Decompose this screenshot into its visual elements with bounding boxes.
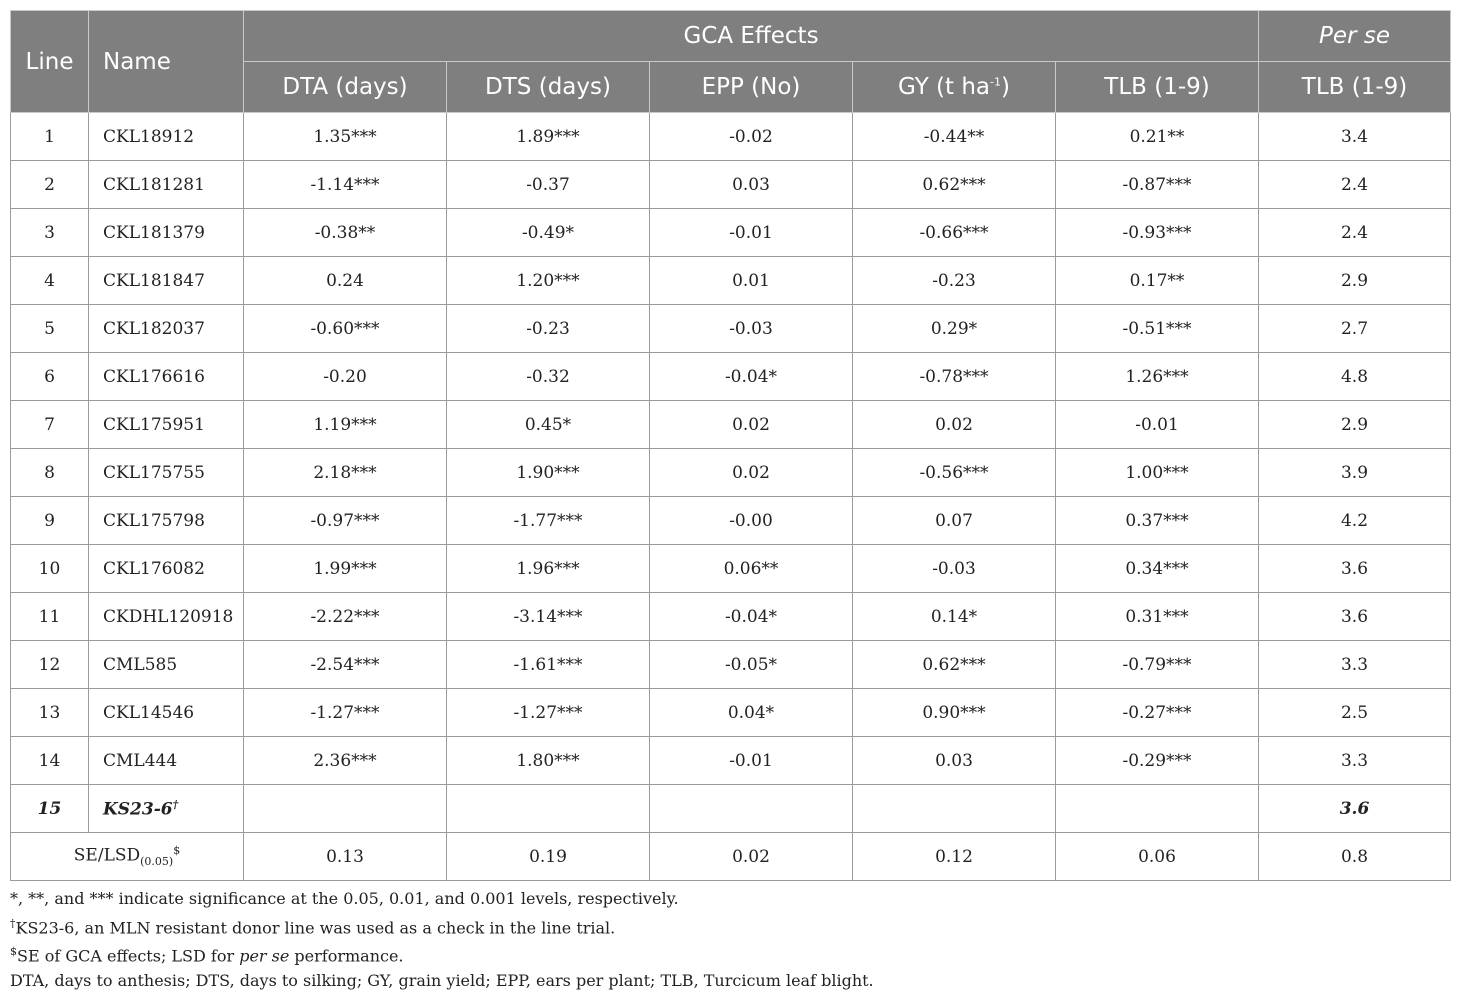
check-row [11,785,1451,833]
cell-epp: -0.03 [650,305,853,353]
cell-line: 4 [11,257,89,305]
cell-gy: -0.44** [853,113,1056,161]
header-gy-sup: -1 [990,75,1001,89]
cell-gy: 0.90*** [853,689,1056,737]
cell-epp: 0.03 [650,161,853,209]
check-tlb [1056,785,1259,833]
cell-name: CKL181379 [89,209,244,257]
check-dta [244,785,447,833]
header-gy-suffix: ) [1001,74,1010,100]
cell-line: 7 [11,401,89,449]
check-perse: 3.6 [1259,785,1451,833]
cell-dts: -0.32 [447,353,650,401]
cell-tlb: -0.79*** [1056,641,1259,689]
table-row [11,113,1451,161]
table-row [11,449,1451,497]
cell-gy: 0.29* [853,305,1056,353]
cell-perse: 2.7 [1259,305,1451,353]
cell-epp: -0.01 [650,209,853,257]
cell-line: 12 [11,641,89,689]
cell-tlb: 0.17** [1056,257,1259,305]
cell-dts: 1.89*** [447,113,650,161]
se-gy: 0.12 [853,833,1056,881]
cell-dta: -0.60*** [244,305,447,353]
footnote-check-text: KS23-6, an MLN resistant donor line was used as a check in the line trial. [15,917,616,937]
se-tlb: 0.06 [1056,833,1259,881]
cell-perse: 4.2 [1259,497,1451,545]
table-footnotes [10,887,1450,994]
cell-line: 14 [11,737,89,785]
cell-perse: 3.6 [1259,593,1451,641]
cell-dta: 1.19*** [244,401,447,449]
table-header [11,11,1451,113]
cell-line: 13 [11,689,89,737]
cell-dta: -2.22*** [244,593,447,641]
cell-epp: -0.05* [650,641,853,689]
cell-tlb: 1.00*** [1056,449,1259,497]
table-row [11,689,1451,737]
se-epp: 0.02 [650,833,853,881]
cell-dta: -0.97*** [244,497,447,545]
cell-dts: 1.90*** [447,449,650,497]
table-row [11,641,1451,689]
header-epp: EPP (No) [650,62,853,113]
check-epp [650,785,853,833]
table-row [11,257,1451,305]
cell-tlb: -0.93*** [1056,209,1259,257]
cell-dts: -3.14*** [447,593,650,641]
cell-epp: -0.00 [650,497,853,545]
cell-name: CKL176082 [89,545,244,593]
check-gy [853,785,1056,833]
cell-line: 8 [11,449,89,497]
cell-tlb: -0.29*** [1056,737,1259,785]
cell-epp: 0.06** [650,545,853,593]
cell-dta: -2.54*** [244,641,447,689]
cell-perse: 3.4 [1259,113,1451,161]
se-label-sub: (0.05) [140,855,174,869]
cell-name: CKL175798 [89,497,244,545]
cell-tlb: 0.31*** [1056,593,1259,641]
se-dta: 0.13 [244,833,447,881]
cell-dta: 1.35*** [244,113,447,161]
header-name: Name [89,11,244,113]
footnote-check-sup: † [10,916,16,930]
se-label-prefix: SE/LSD [73,846,141,867]
cell-gy: -0.56*** [853,449,1056,497]
cell-dta: 2.18*** [244,449,447,497]
cell-dta: 1.99*** [244,545,447,593]
cell-gy: -0.23 [853,257,1056,305]
cell-line: 11 [11,593,89,641]
cell-perse: 2.4 [1259,161,1451,209]
table-body [11,113,1451,881]
table-row [11,305,1451,353]
se-perse: 0.8 [1259,833,1451,881]
cell-name: CKL14546 [89,689,244,737]
cell-dta: -1.14*** [244,161,447,209]
cell-epp: 0.02 [650,401,853,449]
cell-dta: 0.24 [244,257,447,305]
cell-name: CML444 [89,737,244,785]
cell-gy: -0.78*** [853,353,1056,401]
table-row [11,161,1451,209]
cell-epp: -0.04* [650,593,853,641]
footnote-check [10,912,1450,941]
se-label [11,833,244,881]
cell-name: CKL176616 [89,353,244,401]
cell-line: 6 [11,353,89,401]
cell-tlb: 0.21** [1056,113,1259,161]
cell-tlb: -0.27*** [1056,689,1259,737]
cell-gy: 0.62*** [853,161,1056,209]
cell-line: 10 [11,545,89,593]
cell-name: CKL175755 [89,449,244,497]
cell-dts: 1.80*** [447,737,650,785]
cell-dts: -1.77*** [447,497,650,545]
cell-perse: 2.5 [1259,689,1451,737]
cell-epp: -0.01 [650,737,853,785]
table-row [11,737,1451,785]
cell-perse: 4.8 [1259,353,1451,401]
cell-dts: -0.37 [447,161,650,209]
table-row [11,353,1451,401]
cell-line: 2 [11,161,89,209]
check-dts [447,785,650,833]
cell-dta: -0.38** [244,209,447,257]
header-tlb: TLB (1-9) [1056,62,1259,113]
cell-tlb: 0.34*** [1056,545,1259,593]
cell-gy: 0.03 [853,737,1056,785]
cell-dts: -0.49* [447,209,650,257]
header-tlb-per-se: TLB (1-9) [1259,62,1451,113]
cell-perse: 3.3 [1259,737,1451,785]
cell-gy: -0.03 [853,545,1056,593]
cell-perse: 3.3 [1259,641,1451,689]
cell-epp: -0.02 [650,113,853,161]
cell-gy: 0.02 [853,401,1056,449]
footnote-abbreviations: DTA, days to anthesis; DTS, days to silking; GY, grain yield; EPP, ears per plant; TLB, Turcicum leaf blight. [10,971,874,991]
se-label-sup: $ [173,844,181,858]
cell-perse: 2.9 [1259,257,1451,305]
cell-gy: 0.07 [853,497,1056,545]
cell-name: CKL175951 [89,401,244,449]
footnote-se-sup: $ [10,945,17,959]
header-gca-effects: GCA Effects [244,11,1259,62]
cell-dts: -1.61*** [447,641,650,689]
cell-name: CKL181281 [89,161,244,209]
cell-dta: -0.20 [244,353,447,401]
header-dta: DTA (days) [244,62,447,113]
header-per-se: Per se [1259,11,1451,62]
cell-line: 3 [11,209,89,257]
cell-line: 1 [11,113,89,161]
cell-perse: 2.4 [1259,209,1451,257]
cell-epp: 0.02 [650,449,853,497]
cell-epp: 0.01 [650,257,853,305]
check-line: 15 [11,785,89,833]
header-line: Line [11,11,89,113]
cell-name: CKDHL120918 [89,593,244,641]
cell-gy: 0.14* [853,593,1056,641]
cell-dts: 1.20*** [447,257,650,305]
cell-dts: 1.96*** [447,545,650,593]
header-gy-prefix: GY (t ha [898,74,991,100]
cell-line: 5 [11,305,89,353]
cell-tlb: -0.87*** [1056,161,1259,209]
cell-tlb: 0.37*** [1056,497,1259,545]
footnote-se-suffix: performance. [289,946,404,966]
cell-name: CKL18912 [89,113,244,161]
check-name-text: KS23-6 [103,799,173,820]
cell-perse: 3.6 [1259,545,1451,593]
table-row [11,401,1451,449]
cell-tlb: -0.51*** [1056,305,1259,353]
cell-name: CML585 [89,641,244,689]
check-name-sup: † [172,797,179,811]
gca-table-container [10,10,1450,881]
footnote-se-italic: per se [239,946,290,966]
cell-dts: 0.45* [447,401,650,449]
cell-gy: -0.66*** [853,209,1056,257]
table-row [11,209,1451,257]
se-dts: 0.19 [447,833,650,881]
cell-line: 9 [11,497,89,545]
cell-perse: 3.9 [1259,449,1451,497]
cell-name: CKL181847 [89,257,244,305]
table-row [11,593,1451,641]
cell-epp: 0.04* [650,689,853,737]
gca-effects-table [10,10,1451,881]
footnote-significance: *, **, and *** indicate significance at the 0.05, 0.01, and 0.001 levels, respectively. [10,889,679,908]
cell-dta: -1.27*** [244,689,447,737]
cell-dts: -1.27*** [447,689,650,737]
cell-epp: -0.04* [650,353,853,401]
table-row [11,545,1451,593]
cell-name: CKL182037 [89,305,244,353]
check-name [89,785,244,833]
header-dts: DTS (days) [447,62,650,113]
cell-tlb: -0.01 [1056,401,1259,449]
cell-perse: 2.9 [1259,401,1451,449]
cell-dts: -0.23 [447,305,650,353]
header-gy [853,62,1056,113]
footnote-se-prefix: SE of GCA effects; LSD for [17,946,240,966]
cell-tlb: 1.26*** [1056,353,1259,401]
footnote-se [10,940,1450,969]
cell-gy: 0.62*** [853,641,1056,689]
cell-dta: 2.36*** [244,737,447,785]
se-row [11,833,1451,881]
table-row [11,497,1451,545]
